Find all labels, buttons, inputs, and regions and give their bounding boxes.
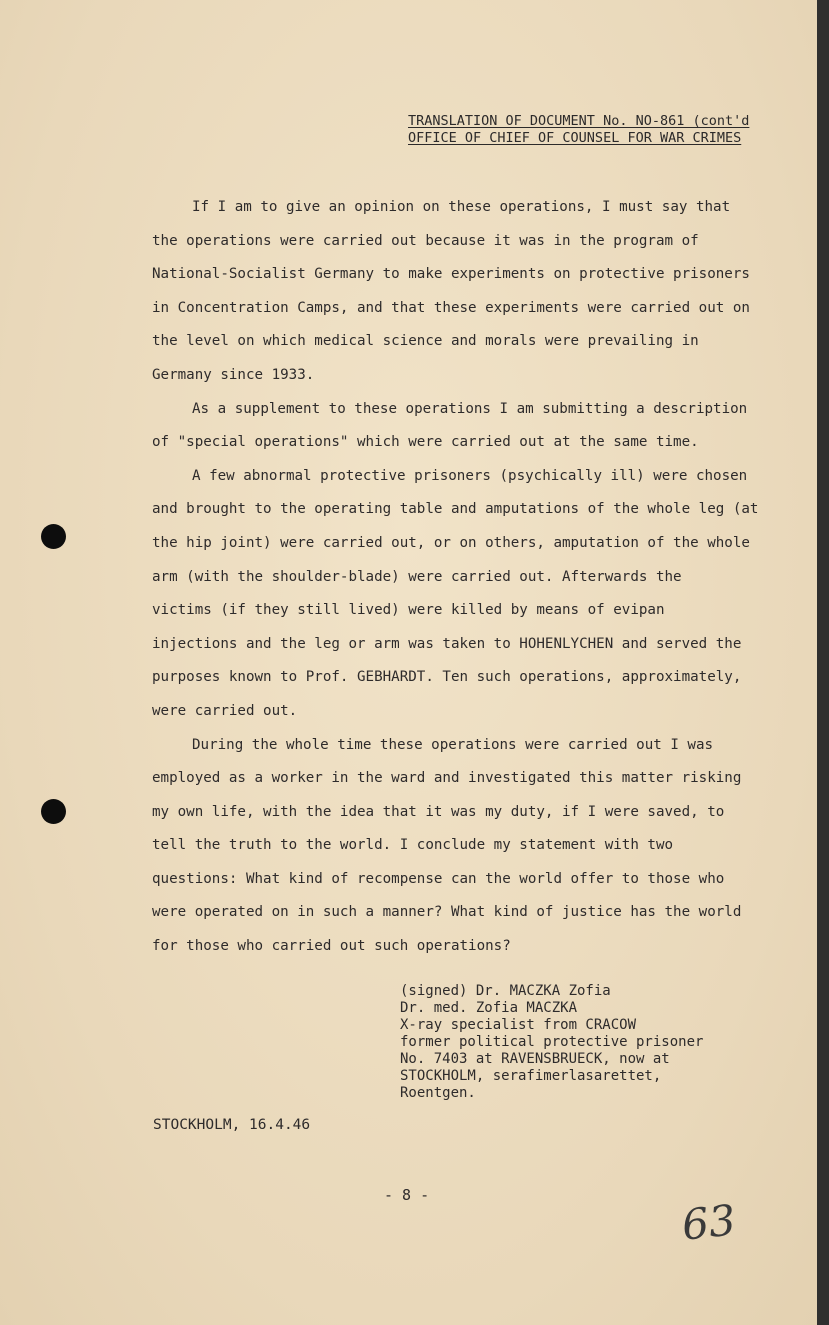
body-line: the level on which medical science and morals were prevailing in (152, 333, 699, 350)
signature-line: (signed) Dr. MACZKA Zofia (400, 983, 611, 999)
signature-line: No. 7403 at RAVENSBRUECK, now at (400, 1051, 670, 1067)
punch-hole (41, 799, 66, 824)
body-line: purposes known to Prof. GEBHARDT. Ten such operations, approximately, (152, 669, 742, 686)
body-line: were carried out. (152, 702, 298, 719)
page-number: - 8 - (384, 1186, 430, 1204)
body-line: A few abnormal protective prisoners (psychically ill) were chosen (192, 467, 748, 484)
body-line: During the whole time these operations were carried out I was (192, 736, 714, 753)
place-and-date: STOCKHOLM, 16.4.46 (153, 1117, 311, 1133)
body-line: for those who carried out such operations? (152, 938, 511, 955)
body-line: As a supplement to these operations I am submitting a description (192, 400, 748, 417)
body-line: and brought to the operating table and amputations of the whole leg (at (152, 501, 759, 518)
body-line: arm (with the shoulder-blade) were carried out. Afterwards the (152, 568, 682, 585)
body-line: my own life, with the idea that it was my duty, if I were saved, to (152, 803, 725, 820)
signature-line: Roentgen. (400, 1085, 476, 1101)
signature-line: former political protective prisoner (400, 1034, 704, 1050)
body-line: injections and the leg or arm was taken to HOHENLYCHEN and served the (152, 635, 742, 652)
punch-hole (41, 524, 66, 549)
signature-line: Dr. med. Zofia MACZKA (400, 1000, 578, 1016)
signature-block (400, 983, 703, 1102)
handwritten-archive-number: 63 (679, 1195, 738, 1250)
signature-line: STOCKHOLM, serafimerlasarettet, (400, 1068, 662, 1084)
signature-line: X-ray specialist from CRACOW (400, 1017, 637, 1033)
statement-body (152, 191, 759, 964)
body-line: National-Socialist Germany to make experiments on protective prisoners (152, 266, 750, 283)
body-line: Germany since 1933. (152, 366, 315, 383)
body-line: victims (if they still lived) were killed by means of evipan (152, 602, 665, 619)
body-line: the operations were carried out because it was in the program of (152, 232, 699, 249)
body-line: the hip joint) were carried out, or on others, amputation of the whole (152, 534, 750, 551)
body-line: of "special operations" which were carried out at the same time. (152, 434, 699, 451)
body-line: in Concentration Camps, and that these experiments were carried out on (152, 299, 750, 316)
header-title-line: TRANSLATION OF DOCUMENT No. NO-861 (cont'd (408, 113, 750, 129)
body-line: questions: What kind of recompense can the world offer to those who (152, 870, 725, 887)
body-line: tell the truth to the world. I conclude my statement with two (152, 837, 674, 854)
body-line: employed as a worker in the ward and investigated this matter risking (152, 770, 742, 787)
document-header (408, 113, 758, 147)
body-line: If I am to give an opinion on these operations, I must say that (192, 199, 731, 215)
header-office-line: OFFICE OF CHIEF OF COUNSEL FOR WAR CRIMES (408, 130, 742, 146)
scan-border (817, 0, 829, 1325)
body-line: were operated on in such a manner? What kind of justice has the world (152, 904, 742, 921)
